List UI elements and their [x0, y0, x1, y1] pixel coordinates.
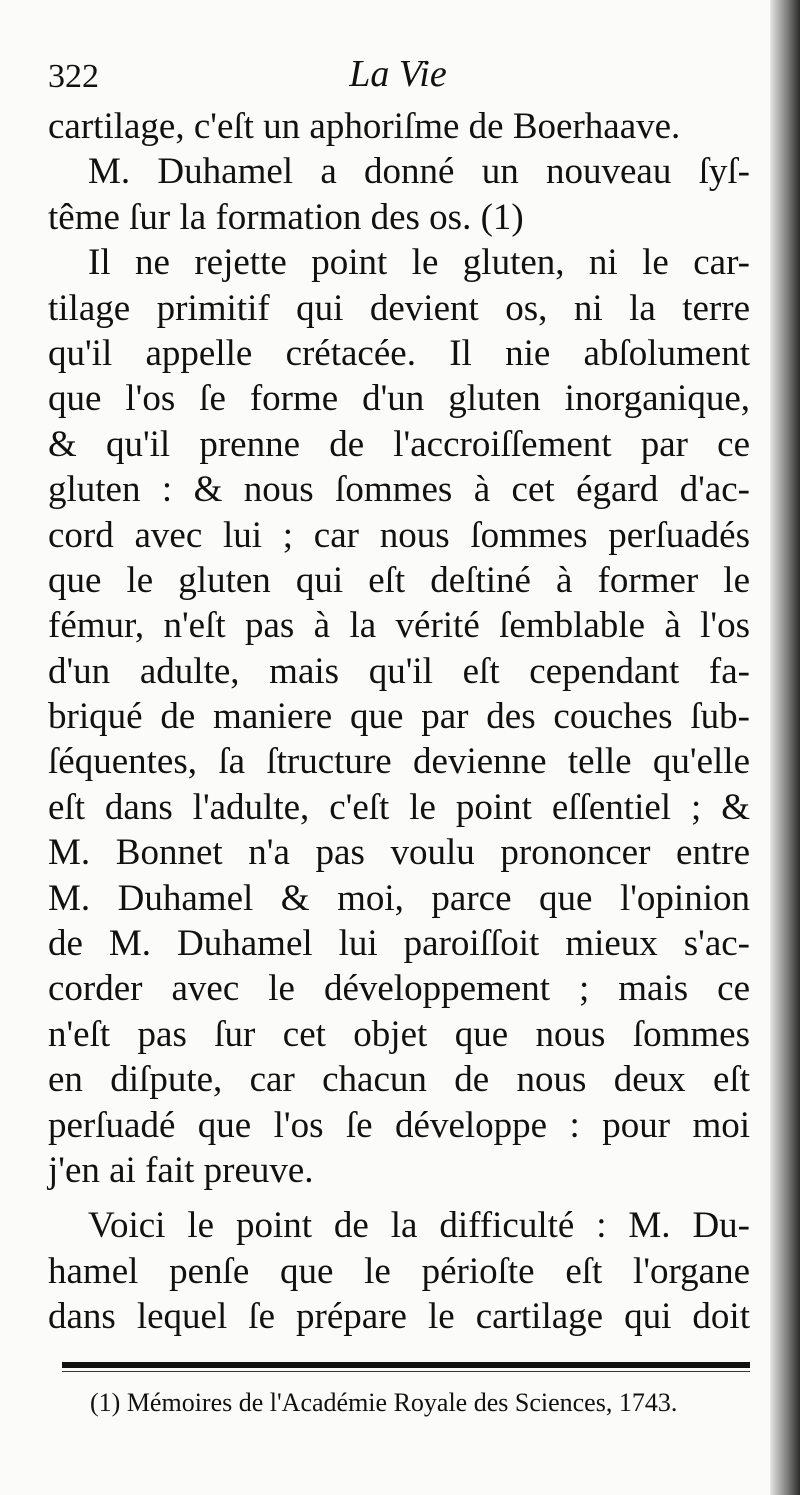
footnote-rule-thin	[62, 1371, 750, 1372]
text-line: dans lequel ſe prépare le cartilage qui doit	[48, 1296, 750, 1338]
text-line: Voici le point de la difficulté : M. Du-	[88, 1205, 750, 1247]
body-text	[48, 104, 750, 1340]
text-line: n'eſt pas ſur cet objet que nous ſommes	[48, 1013, 750, 1055]
text-line: en diſpute, car chacun de nous deux eſt	[48, 1059, 750, 1101]
text-line: d'un adulte, mais qu'il eſt cependant fa-	[48, 650, 750, 692]
text-line: fémur, n'eſt pas à la vérité ſemblable à l'os	[48, 605, 750, 647]
footnote-rule	[62, 1362, 750, 1368]
text-line: corder avec le développement ; mais ce	[48, 968, 750, 1010]
text-line: Il ne rejette point le gluten, ni le car-	[88, 242, 750, 284]
text-line: tilage primitif qui devient os, ni la terre	[48, 287, 750, 329]
text-line: de M. Duhamel lui paroiſſoit mieux s'ac-	[48, 923, 750, 965]
text-line: eſt dans l'adulte, c'eſt le point eſſentiel ; &	[48, 786, 750, 828]
text-line: M. Bonnet n'a pas voulu prononcer entre	[48, 832, 750, 874]
text-line: M. Duhamel & moi, parce que l'opinion	[48, 877, 750, 919]
footnote: (1) Mémoires de l'Académie Royale des Sciences, 1743.	[90, 1388, 678, 1417]
text-line: qu'il appelle crétacée. Il nie abſolument	[48, 332, 750, 374]
running-title: La Vie	[349, 53, 447, 95]
page-number: 322	[48, 58, 99, 95]
text-line: cartilage, c'eſt un aphoriſme de Boerhaave.	[48, 106, 681, 147]
text-line: que l'os ſe forme d'un gluten inorganique,	[48, 378, 750, 420]
text-line: briqué de maniere que par des couches ſub-	[48, 696, 750, 738]
text-line: & qu'il prenne de l'accroiſſement par ce	[48, 423, 750, 465]
text-line: ſéquentes, ſa ſtructure devienne telle qu'elle	[48, 741, 750, 783]
text-line: perſuadé que l'os ſe développe : pour moi	[48, 1104, 750, 1146]
text-line: gluten : & nous ſommes à cet égard d'ac-	[48, 469, 750, 511]
text-line: cord avec lui ; car nous ſommes perſuadés	[48, 514, 750, 556]
text-line: tême ſur la formation des os. (1)	[48, 196, 524, 238]
text-line: que le gluten qui eſt deſtiné à former le	[48, 559, 750, 601]
text-line: M. Duhamel a donné un nouveau ſyſ-	[88, 151, 750, 193]
text-line: j'en ai fait preuve.	[48, 1149, 314, 1191]
text-line: hamel penſe que le périoſte eſt l'organe	[48, 1250, 750, 1292]
book-spine-shadow	[770, 0, 800, 1495]
running-head	[48, 52, 748, 102]
